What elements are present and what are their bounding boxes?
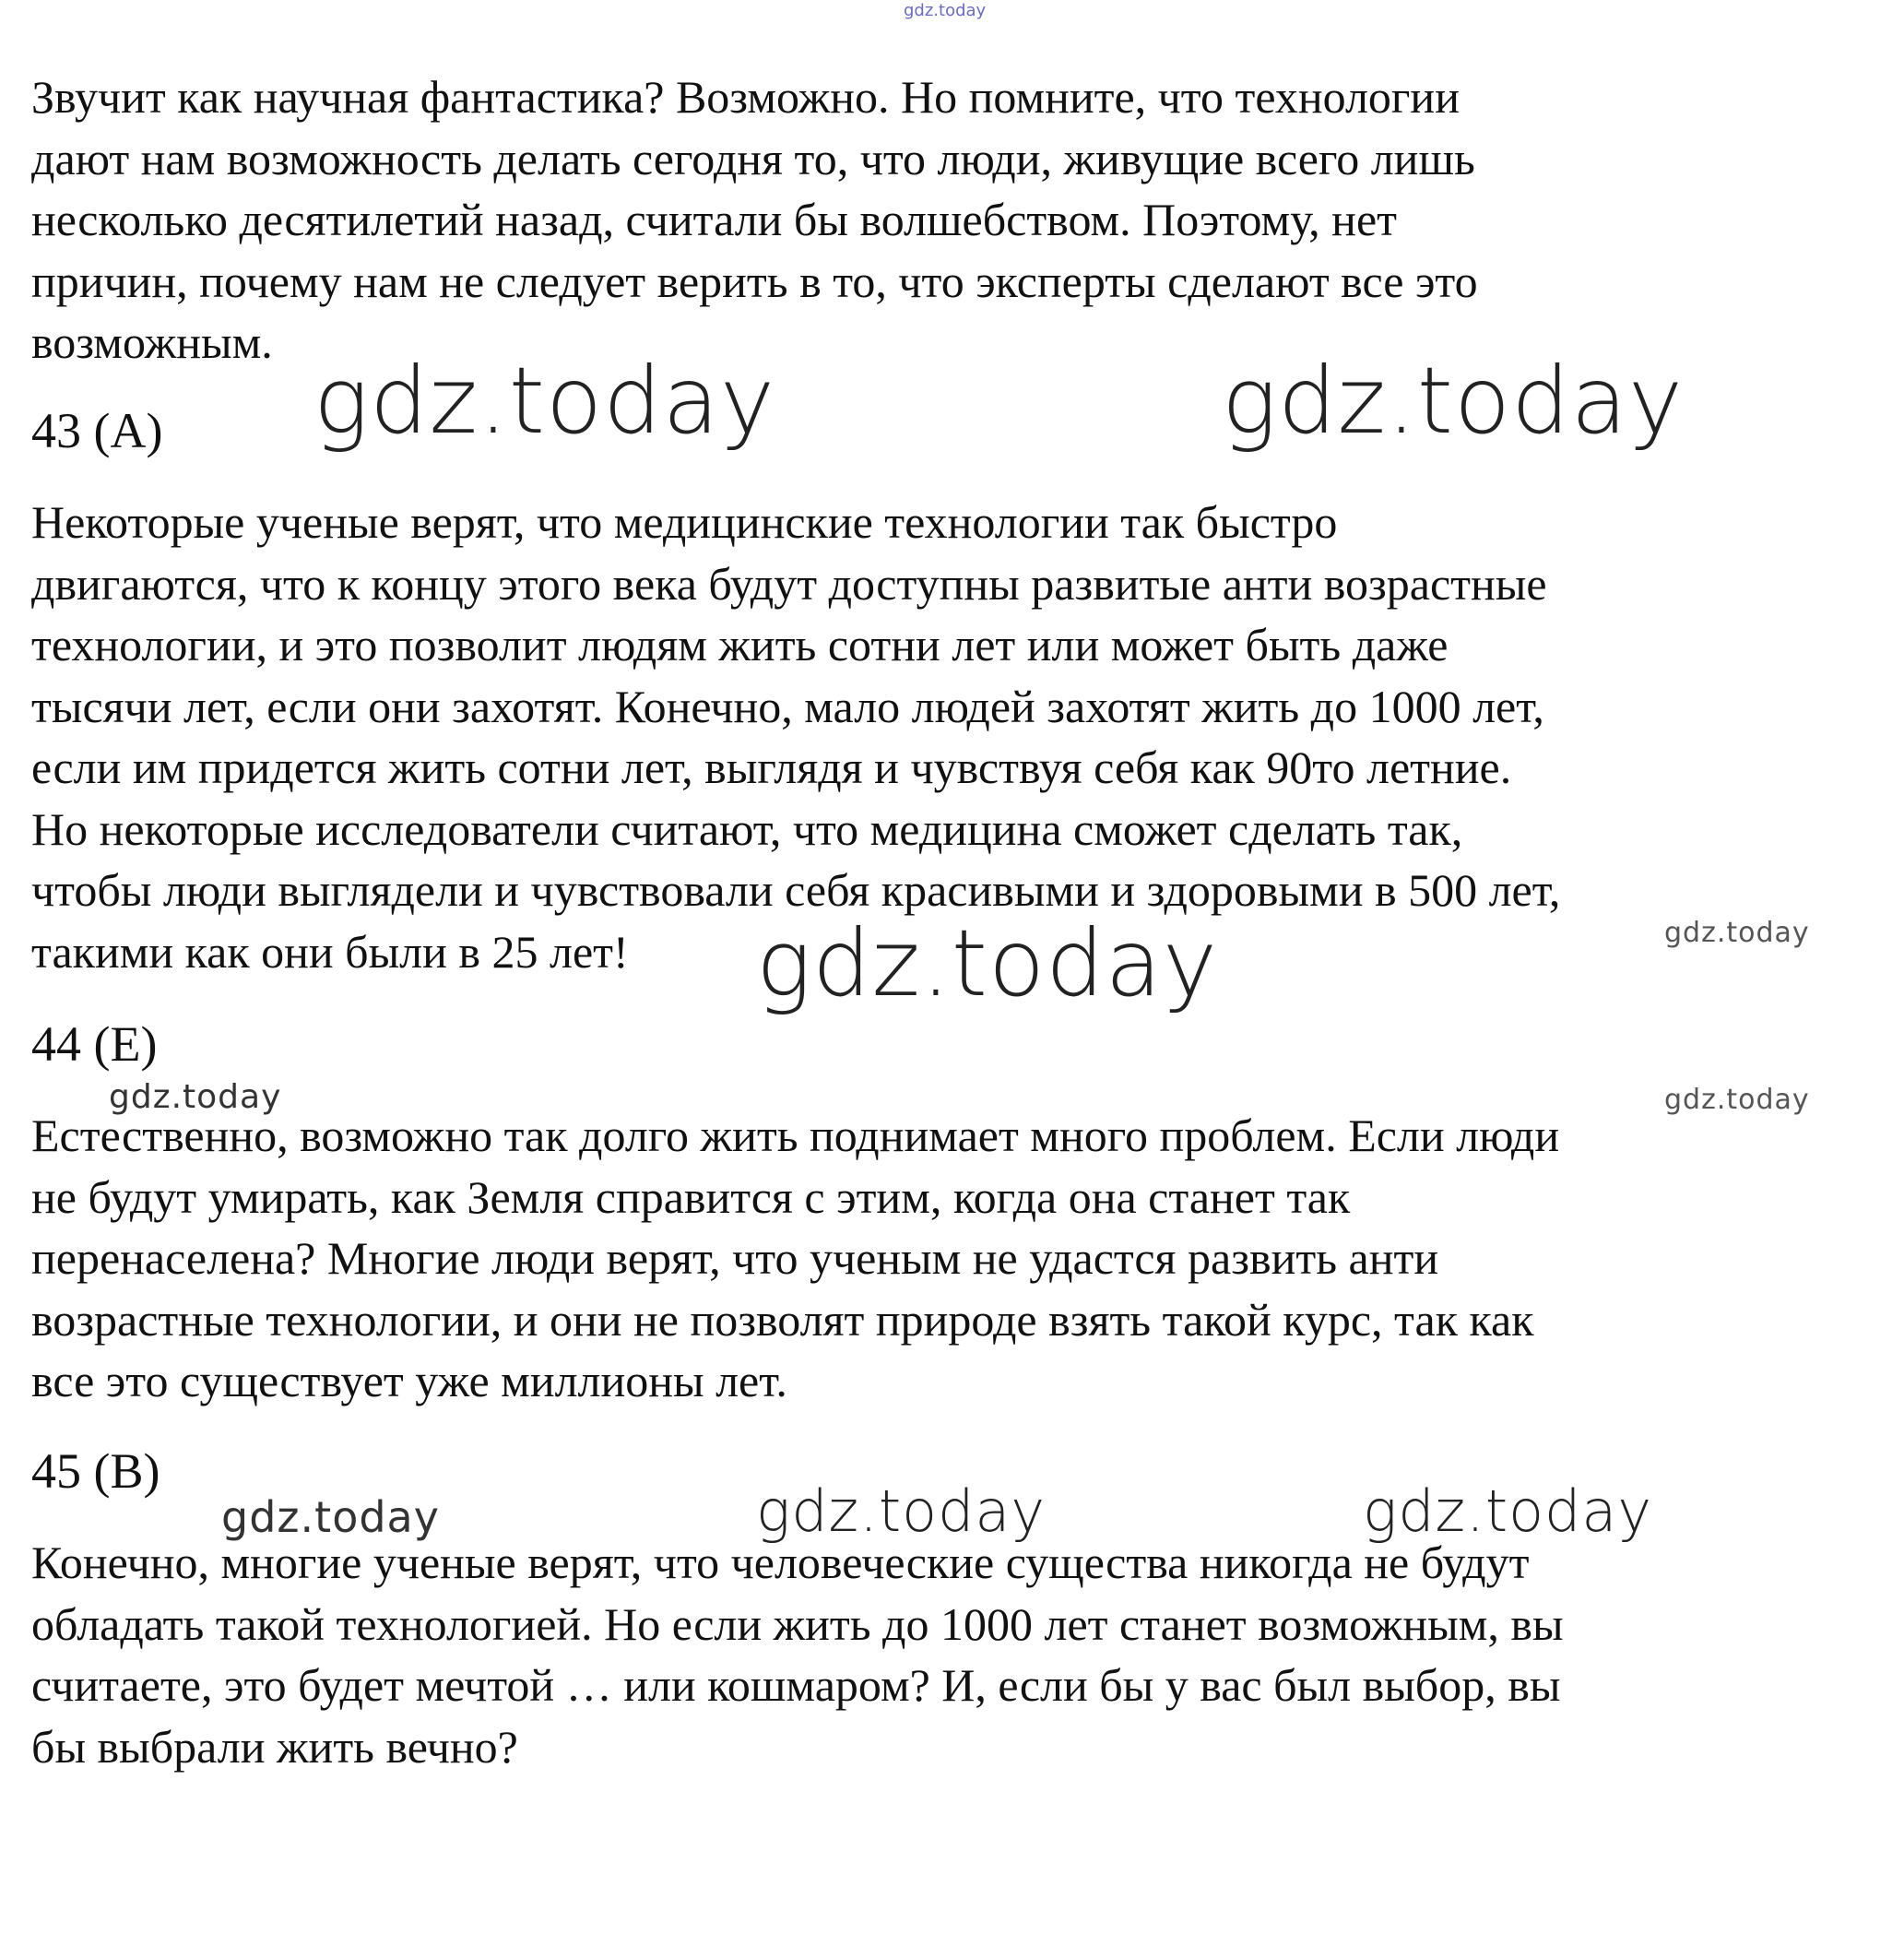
text-line: тысячи лет, если они захотят. Конечно, мало людей захотят жить до 1000 лет, (31, 680, 1544, 732)
text-line: если им придется жить сотни лет, выглядя и чувствуя себя как 90то летние. (31, 742, 1512, 793)
watermark-medium-1: gdz.today (756, 1477, 1047, 1545)
watermark-large-3: gdz.today (756, 909, 1219, 1017)
text-line: Конечно, многие ученые верят, что человеческие существа никогда не будут (31, 1537, 1530, 1588)
watermark-medium-3: gdz.today (221, 1492, 440, 1542)
section-paragraph-45 (31, 1532, 1866, 1777)
text-line: Некоторые ученые верят, что медицинские технологии так быстро (31, 496, 1338, 548)
watermark-large-1: gdz.today (313, 347, 776, 455)
text-line: несколько десятилетий назад, считали бы волшебством. Поэтому, нет (31, 194, 1397, 245)
text-line: обладать такой технологией. Но если жить до 1000 лет станет возможным, вы (31, 1597, 1564, 1650)
text-line: дают нам возможность делать сегодня то, что люди, живущие всего лишь (31, 132, 1475, 184)
watermark-small-2: gdz.today (109, 1078, 282, 1116)
section-heading-45: 45 (B) (31, 1443, 160, 1499)
text-line: бы выбрали жить вечно? (31, 1720, 518, 1773)
text-line: причин, почему нам не следует верить в то, что эксперты сделают все это (31, 255, 1478, 307)
text-line: Звучит как научная фантастика? Возможно. Но помните, что технологии (31, 71, 1460, 123)
text-line: Естественно, возможно так долго жить поднимает много проблем. Если люди (31, 1109, 1560, 1161)
section-heading-43: 43 (A) (31, 403, 163, 458)
text-line: Но некоторые исследователи считают, что медицина сможет сделать так, (31, 802, 1463, 855)
intro-paragraph (31, 66, 1866, 374)
text-line: технологии, и это позволит людям жить сотни лет или может быть даже (31, 619, 1449, 670)
watermark-small-3: gdz.today (1664, 1084, 1810, 1116)
text-line: такими как они были в 25 лет! (31, 925, 629, 978)
section-paragraph-44 (31, 1105, 1866, 1412)
section-heading-44: 44 (E) (31, 1016, 158, 1072)
text-line: двигаются, что к концу этого века будут доступны развитые анти возрастные (31, 557, 1547, 610)
watermark-medium-2: gdz.today (1363, 1477, 1653, 1545)
text-line: считаете, это будет мечтой … или кошмаром? И, если бы у вас был выбор, вы (31, 1659, 1561, 1711)
text-line: возможным. (31, 316, 273, 368)
watermark-small-1: gdz.today (1664, 917, 1810, 949)
section-paragraph-43 (31, 492, 1866, 982)
watermark-top: gdz.today (904, 1, 987, 20)
text-line: перенаселена? Многие люди верят, что ученым не удастся развить анти (31, 1232, 1439, 1284)
text-line: чтобы люди выглядели и чувствовали себя красивыми и здоровыми в 500 лет, (31, 864, 1561, 916)
text-line: возрастные технологии, и они не позволят природе взять такой курс, так как (31, 1293, 1534, 1346)
watermark-large-2: gdz.today (1222, 347, 1685, 455)
text-line: все это существует уже миллионы лет. (31, 1355, 787, 1406)
text-line: не будут умирать, как Земля справится с этим, когда она станет так (31, 1170, 1351, 1223)
